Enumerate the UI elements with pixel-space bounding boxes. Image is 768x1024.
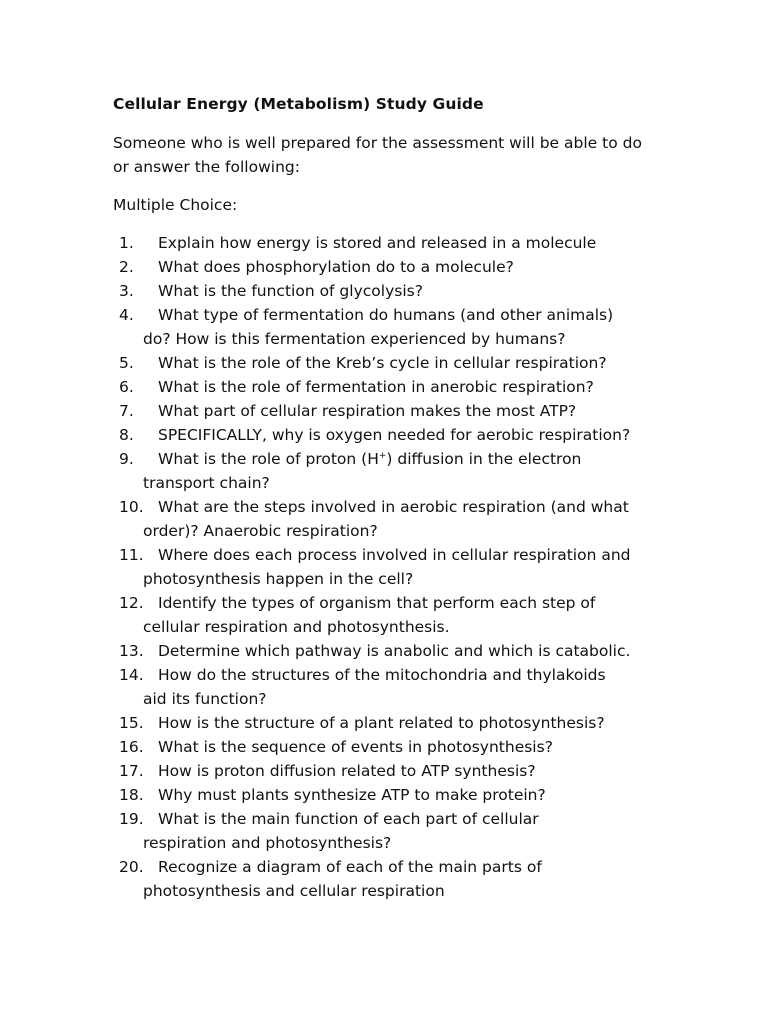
- question-line: Determine which pathway is anabolic and which is catabolic.: [158, 642, 631, 660]
- question-item: [113, 399, 673, 423]
- question-number: 10.: [119, 498, 144, 516]
- question-item: [113, 543, 673, 591]
- question-line: order)? Anaerobic respiration?: [143, 522, 378, 540]
- question-number: 2.: [119, 258, 134, 276]
- question-line: aid its function?: [143, 690, 267, 708]
- question-line: What is the sequence of events in photosynthesis?: [158, 738, 553, 756]
- question-item: [113, 447, 673, 495]
- question-line: What is the role of fermentation in anerobic respiration?: [158, 378, 594, 396]
- question-line: What are the steps involved in aerobic respiration (and what: [158, 498, 629, 516]
- question-number: 3.: [119, 282, 134, 300]
- question-number: 9.: [119, 450, 134, 468]
- question-number: 11.: [119, 546, 144, 564]
- question-line: [158, 447, 673, 471]
- question-line: How is proton diffusion related to ATP synthesis?: [158, 762, 536, 780]
- question-line: What is the main function of each part of cellular: [158, 810, 539, 828]
- question-item: [113, 711, 673, 735]
- question-item: [113, 663, 673, 711]
- intro-paragraph: [113, 131, 673, 179]
- question-line: transport chain?: [143, 474, 270, 492]
- question-number: 14.: [119, 666, 144, 684]
- question-number: 12.: [119, 594, 144, 612]
- question-number: 8.: [119, 426, 134, 444]
- document-page: [113, 92, 673, 903]
- question-number: 16.: [119, 738, 144, 756]
- question-number: 19.: [119, 810, 144, 828]
- question-line: photosynthesis and cellular respiration: [143, 882, 445, 900]
- question-number: 13.: [119, 642, 144, 660]
- intro-line-2: or answer the following:: [113, 158, 300, 176]
- question-line: What is the role of the Kreb’s cycle in cellular respiration?: [158, 354, 607, 372]
- superscript-plus: +: [378, 450, 387, 461]
- question-item: [113, 375, 673, 399]
- question-line: do? How is this fermentation experienced by humans?: [143, 330, 566, 348]
- question-item: [113, 255, 673, 279]
- question-item: [113, 735, 673, 759]
- question-number: 15.: [119, 714, 144, 732]
- question-line: cellular respiration and photosynthesis.: [143, 618, 450, 636]
- question-item: [113, 759, 673, 783]
- question-line: Explain how energy is stored and released in a molecule: [158, 234, 597, 252]
- question-line: Identify the types of organism that perform each step of: [158, 594, 596, 612]
- question-item: [113, 495, 673, 543]
- question-number: 4.: [119, 306, 134, 324]
- question-line: What type of fermentation do humans (and other animals): [158, 306, 614, 324]
- question-line: What does phosphorylation do to a molecule?: [158, 258, 514, 276]
- question-number: 5.: [119, 354, 134, 372]
- question-item: [113, 423, 673, 447]
- question-item: [113, 279, 673, 303]
- question-number: 18.: [119, 786, 144, 804]
- intro-line-1: Someone who is well prepared for the assessment will be able to do: [113, 134, 642, 152]
- question-line: Where does each process involved in cellular respiration and: [158, 546, 631, 564]
- question-number: 6.: [119, 378, 134, 396]
- question-number: 7.: [119, 402, 134, 420]
- question-item: [113, 639, 673, 663]
- question-line: SPECIFICALLY, why is oxygen needed for aerobic respiration?: [158, 426, 631, 444]
- question-item: [113, 351, 673, 375]
- question-line: How is the structure of a plant related to photosynthesis?: [158, 714, 605, 732]
- question-line: respiration and photosynthesis?: [143, 834, 392, 852]
- question-item: [113, 783, 673, 807]
- question-number: 1.: [119, 234, 134, 252]
- question-item: [113, 231, 673, 255]
- question-text: ) diffusion in the electron: [386, 450, 582, 468]
- question-item: [113, 303, 673, 351]
- question-line: Why must plants synthesize ATP to make protein?: [158, 786, 546, 804]
- question-line: Recognize a diagram of each of the main parts of: [158, 858, 542, 876]
- page-title: Cellular Energy (Metabolism) Study Guide: [113, 95, 484, 113]
- question-line: What is the function of glycolysis?: [158, 282, 423, 300]
- question-item: [113, 807, 673, 855]
- question-line: photosynthesis happen in the cell?: [143, 570, 414, 588]
- question-number: 20.: [119, 858, 144, 876]
- question-item: [113, 855, 673, 903]
- section-label: Multiple Choice:: [113, 196, 238, 214]
- question-line: What part of cellular respiration makes the most ATP?: [158, 402, 577, 420]
- question-line: How do the structures of the mitochondria and thylakoids: [158, 666, 606, 684]
- question-number: 17.: [119, 762, 144, 780]
- question-list: [113, 231, 673, 903]
- question-item: [113, 591, 673, 639]
- question-text: What is the role of proton (H: [158, 450, 379, 468]
